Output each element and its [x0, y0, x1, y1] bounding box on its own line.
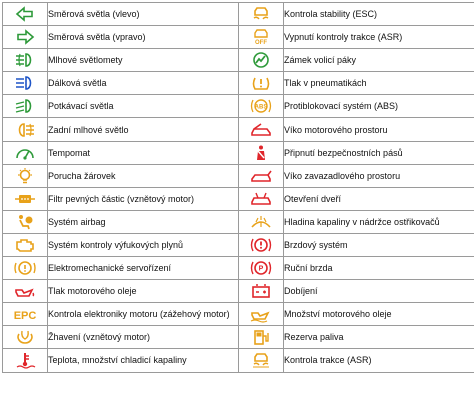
icon-cell — [239, 49, 284, 72]
seatbelt-icon — [249, 144, 273, 162]
indicator-label: Víko motorového prostoru — [284, 118, 474, 141]
tire-pressure-icon — [249, 74, 273, 92]
icon-cell — [3, 210, 48, 233]
warning-lights-legend — [2, 2, 472, 402]
svg-text:ABS: ABS — [255, 105, 268, 111]
icon-cell — [239, 164, 284, 187]
parking-brake-icon — [249, 259, 273, 277]
icon-cell — [3, 326, 48, 349]
fog-light-front-icon — [13, 51, 37, 69]
indicator-label: Otevření dveří — [284, 187, 474, 210]
traction-control-icon — [249, 351, 273, 369]
epc-icon — [13, 305, 37, 323]
oil-pressure-icon — [13, 282, 37, 300]
legend-table — [2, 2, 474, 373]
icon-cell — [3, 141, 48, 164]
indicator-label: Tlak motorového oleje — [48, 280, 239, 303]
icon-cell — [3, 3, 48, 26]
legend-row — [3, 257, 474, 280]
coolant-temp-icon — [13, 351, 37, 369]
legend-row — [3, 141, 474, 164]
indicator-label: Teplota, množství chladicí kapaliny — [48, 349, 239, 372]
indicator-label: Mlhové světlomety — [48, 49, 239, 72]
indicator-label: Porucha žárovek — [48, 164, 239, 187]
particulate-filter-icon — [13, 190, 37, 208]
indicator-label: Hladina kapaliny v nádržce ostřikovačů — [284, 210, 474, 233]
shift-lock-icon — [249, 51, 273, 69]
icon-cell — [3, 187, 48, 210]
indicator-label: Filtr pevných částic (vznětový motor) — [48, 187, 239, 210]
icon-cell — [3, 280, 48, 303]
indicator-label: Potkávací světla — [48, 95, 239, 118]
indicator-label: Systém kontroly výfukových plynů — [48, 233, 239, 256]
indicator-label: Víko zavazadlového prostoru — [284, 164, 474, 187]
indicator-label: Ruční brzda — [284, 257, 474, 280]
icon-cell — [239, 26, 284, 49]
traction-off-icon — [249, 28, 273, 46]
high-beam-icon — [13, 74, 37, 92]
indicator-label: Množství motorového oleje — [284, 303, 474, 326]
indicator-label: Zadní mlhové světlo — [48, 118, 239, 141]
legend-row — [3, 280, 474, 303]
indicator-label: Vypnutí kontroly trakce (ASR) — [284, 26, 474, 49]
indicator-label: Směrová světla (vpravo) — [48, 26, 239, 49]
glow-plug-icon — [13, 328, 37, 346]
indicator-label: Tempomat — [48, 141, 239, 164]
icon-cell — [239, 280, 284, 303]
legend-row — [3, 187, 474, 210]
indicator-label: Kontrola stability (ESC) — [284, 3, 474, 26]
check-engine-icon — [13, 236, 37, 254]
turn-signal-right-icon — [13, 28, 37, 46]
icon-cell — [239, 233, 284, 256]
icon-cell — [239, 118, 284, 141]
indicator-label: Kontrola elektroniky motoru (zážehový motor) — [48, 303, 239, 326]
door-open-icon — [249, 190, 273, 208]
icon-cell — [239, 187, 284, 210]
indicator-label: Žhavení (vznětový motor) — [48, 326, 239, 349]
cruise-control-icon — [13, 144, 37, 162]
icon-cell — [239, 141, 284, 164]
indicator-label: Dobíjení — [284, 280, 474, 303]
icon-cell — [3, 303, 48, 326]
icon-cell — [3, 118, 48, 141]
icon-cell — [3, 349, 48, 372]
icon-cell — [239, 257, 284, 280]
icon-cell — [3, 257, 48, 280]
svg-text:OFF: OFF — [255, 40, 267, 46]
indicator-label: Brzdový systém — [284, 233, 474, 256]
icon-cell — [3, 72, 48, 95]
abs-icon — [249, 97, 273, 115]
icon-cell — [3, 233, 48, 256]
icon-cell — [239, 210, 284, 233]
indicator-label: Tlak v pneumatikách — [284, 72, 474, 95]
icon-cell — [3, 26, 48, 49]
indicator-label: Připnutí bezpečnostních pásů — [284, 141, 474, 164]
legend-row — [3, 303, 474, 326]
icon-cell — [239, 349, 284, 372]
icon-cell — [239, 326, 284, 349]
icon-cell — [239, 3, 284, 26]
legend-row — [3, 118, 474, 141]
rear-fog-light-icon — [13, 121, 37, 139]
washer-fluid-icon — [249, 213, 273, 231]
turn-signal-left-icon — [13, 5, 37, 23]
legend-row — [3, 349, 474, 372]
low-beam-icon — [13, 97, 37, 115]
legend-row — [3, 164, 474, 187]
legend-row — [3, 3, 474, 26]
icon-cell — [3, 164, 48, 187]
trunk-open-icon — [249, 167, 273, 185]
legend-row — [3, 49, 474, 72]
icon-cell — [3, 49, 48, 72]
indicator-label: Dálková světla — [48, 72, 239, 95]
airbag-icon — [13, 213, 37, 231]
legend-row — [3, 210, 474, 233]
power-steering-icon — [13, 259, 37, 277]
legend-row — [3, 95, 474, 118]
indicator-label: Kontrola trakce (ASR) — [284, 349, 474, 372]
legend-row — [3, 326, 474, 349]
svg-text:P: P — [259, 266, 264, 273]
brake-system-icon — [249, 236, 273, 254]
battery-charge-icon — [249, 282, 273, 300]
hood-open-icon — [249, 121, 273, 139]
indicator-label: Zámek volicí páky — [284, 49, 474, 72]
icon-cell — [3, 95, 48, 118]
legend-row — [3, 233, 474, 256]
indicator-label: Systém airbag — [48, 210, 239, 233]
indicator-label: Elektromechanické servořízení — [48, 257, 239, 280]
indicator-label: Rezerva paliva — [284, 326, 474, 349]
legend-row — [3, 72, 474, 95]
icon-cell — [239, 95, 284, 118]
indicator-label: Protiblokovací systém (ABS) — [284, 95, 474, 118]
icon-cell — [239, 72, 284, 95]
indicator-label: Směrová světla (vlevo) — [48, 3, 239, 26]
fuel-reserve-icon — [249, 328, 273, 346]
icon-cell — [239, 303, 284, 326]
stability-control-icon — [249, 5, 273, 23]
legend-row — [3, 26, 474, 49]
svg-text:EPC: EPC — [14, 310, 37, 322]
oil-level-icon — [249, 305, 273, 323]
bulb-failure-icon — [13, 167, 37, 185]
